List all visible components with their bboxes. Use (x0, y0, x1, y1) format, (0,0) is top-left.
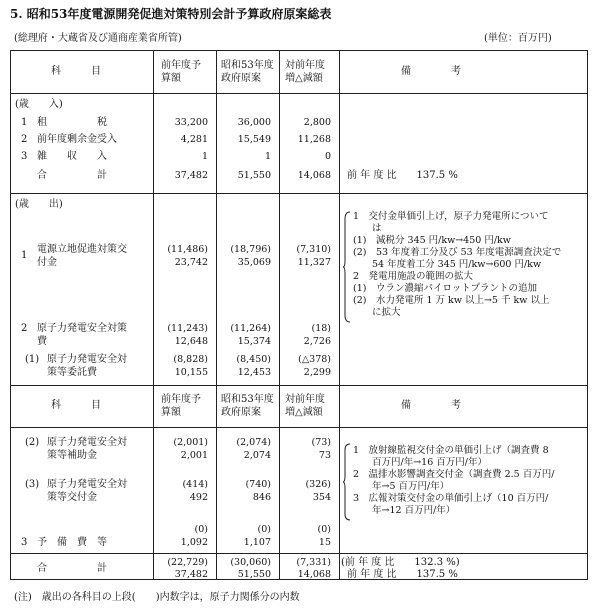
diff-nuclear: (△378) (298, 354, 331, 365)
gov-amount: 15,374 (237, 336, 271, 347)
header-prev: 前年度予 (161, 60, 201, 71)
row-name: 雑 収 入 (37, 151, 107, 162)
diff-nuclear: (7,331) (296, 557, 331, 568)
prev-amount: 33,200 (174, 117, 208, 128)
remark-line: 年→5 百万円/年） (353, 481, 450, 492)
row-name: 前年度剰余金受入 (37, 134, 117, 145)
header-divider (11, 427, 587, 428)
row-name-2: 付金 (37, 257, 57, 268)
remark-line: 年→12 百万円/年） (353, 505, 456, 516)
remarks-brace-icon (343, 443, 351, 521)
prev-amount: 10,155 (174, 367, 208, 378)
remark-line: 1 放射線監視交付金の単価引上げ（調査費 8 (353, 445, 549, 456)
total-label: 合 計 (37, 170, 107, 181)
remark-line: 百万円/年→16 百万円/年） (353, 457, 487, 468)
prev-nuclear: (11,243) (167, 323, 208, 334)
remark-line: 1 交付金単価引上げ，原子力発電所について (353, 211, 549, 222)
header-diff: 対前年度 (285, 394, 325, 405)
col-divider (279, 51, 280, 579)
diff-amount: 2,800 (303, 117, 331, 128)
remarks-brace-icon (343, 211, 351, 323)
total-remark-nuclear: (前 年 度 比 132.3 %) (341, 557, 460, 568)
expenditure-section-label: (歳 出) (15, 199, 63, 210)
page-title: 5. 昭和53年度電源開発促進対策特別会計予算政府原案総表 (10, 7, 332, 21)
header-gov-2: 政府原案 (221, 73, 261, 84)
total-divider (11, 553, 587, 554)
gov-amount: 2,074 (243, 450, 271, 461)
header-item: 科 目 (51, 400, 101, 411)
gov-amount: 35,069 (237, 257, 271, 268)
diff-amount: 354 (312, 492, 331, 503)
prev-amount: 23,742 (174, 257, 208, 268)
row-name-2: 策等交付金 (47, 492, 97, 503)
header-diff-2: 増△減額 (285, 73, 323, 84)
diff-amount: 14,068 (297, 170, 331, 181)
gov-amount: 846 (252, 492, 271, 503)
header-remarks: 備 考 (401, 400, 461, 411)
diff-nuclear: (0) (317, 524, 331, 535)
diff-amount: 14,068 (297, 569, 331, 580)
row-no: 1 (21, 250, 28, 261)
gov-nuclear: (30,060) (230, 557, 271, 568)
total-remark: 前 年 度 比 137.5 % (347, 170, 458, 181)
prev-amount: 1 (201, 151, 208, 162)
remark-line: (1) 減税分 345 円/kw→450 円/kw (353, 235, 511, 246)
row-no: (3) (25, 479, 40, 490)
remark-line: (2) 53 年度着工分及び 53 年度電源調査決定で (353, 247, 562, 258)
diff-amount: 11,327 (297, 257, 331, 268)
row-name: 原子力発電安全対 (47, 479, 127, 490)
header-remarks: 備 考 (401, 66, 461, 77)
budget-table (10, 50, 588, 580)
header-prev-2: 算額 (161, 73, 181, 84)
footnote: (注) 歳出の各科目の上段( )内数字は，原子力関係分の内数 (14, 592, 300, 603)
row-name: 原子力発電安全対 (47, 354, 127, 365)
prev-nuclear: (0) (194, 524, 208, 535)
row-name: 予 備 費 等 (37, 537, 107, 548)
header-gov: 昭和53年度 (221, 60, 274, 71)
row-name: 電源立地促進対策交 (37, 244, 127, 255)
row-name: 原子力発電安全対 (47, 437, 127, 448)
gov-nuclear: (0) (257, 524, 271, 535)
diff-amount: 73 (318, 450, 331, 461)
row-no: 2 (21, 323, 28, 334)
gov-nuclear: (2,074) (236, 437, 271, 448)
header-diff-2: 増△減額 (285, 407, 323, 418)
header-gov-2: 政府原案 (221, 407, 261, 418)
revenue-section-label: (歳 入) (15, 99, 63, 110)
diff-nuclear: (326) (305, 479, 331, 490)
prev-amount: 37,482 (174, 170, 208, 181)
diff-nuclear: (18) (311, 323, 331, 334)
total-label: 合 計 (37, 563, 107, 574)
total-remark: 前 年 度 比 137.5 % (347, 569, 458, 580)
prev-nuclear: (414) (182, 479, 208, 490)
diff-nuclear: (7,310) (296, 244, 331, 255)
row-name-2: 策等委託費 (47, 367, 97, 378)
row-name-2: 費 (37, 336, 47, 347)
diff-amount: 11,268 (297, 134, 331, 145)
gov-amount: 1,107 (243, 537, 271, 548)
row-name-2: 策等補助金 (47, 450, 97, 461)
prev-amount: 37,482 (174, 569, 208, 580)
col-divider (153, 51, 154, 579)
ministry-subtitle: (総理府・大蔵省及び通商産業省所管) (14, 33, 182, 44)
prev-amount: 4,281 (180, 134, 208, 145)
gov-nuclear: (18,796) (230, 244, 271, 255)
row-no: 3 (21, 537, 28, 548)
prev-nuclear: (11,486) (167, 244, 208, 255)
remark-line: 54 年度着工分 345 円/kw→600 円/kw (353, 259, 542, 270)
row-no: 3 (21, 151, 28, 162)
gov-amount: 12,453 (237, 367, 271, 378)
gov-amount: 1 (264, 151, 271, 162)
remark-line: に拡大 (353, 307, 401, 318)
prev-amount: 12,648 (174, 336, 208, 347)
diff-nuclear: (73) (311, 437, 331, 448)
prev-nuclear: (8,828) (173, 354, 208, 365)
remark-line: 3 広報対策交付金の単価引上げ（10 百万円/ (353, 493, 549, 504)
remark-line: は (353, 223, 382, 234)
header-item: 科 目 (51, 66, 101, 77)
row-no: 2 (21, 134, 28, 145)
section-divider (11, 385, 587, 386)
gov-nuclear: (8,450) (236, 354, 271, 365)
header-prev-2: 算額 (161, 407, 181, 418)
row-no: (2) (25, 437, 40, 448)
gov-amount: 51,550 (237, 569, 271, 580)
prev-nuclear: (2,001) (173, 437, 208, 448)
header-prev: 前年度予 (161, 394, 201, 405)
header-gov: 昭和53年度 (221, 394, 274, 405)
remark-line: 2 発電用施設の範囲の拡大 (353, 271, 474, 282)
col-divider (216, 51, 217, 579)
header-divider (11, 93, 587, 94)
row-name: 租 税 (37, 117, 107, 128)
gov-amount: 36,000 (237, 117, 271, 128)
gov-amount: 51,550 (237, 170, 271, 181)
gov-nuclear: (740) (245, 479, 271, 490)
prev-nuclear: (22,729) (167, 557, 208, 568)
prev-amount: 1,092 (180, 537, 208, 548)
row-no: 1 (21, 117, 28, 128)
remark-line: 2 温排水影響調査交付金（調査費 2.5 百万円/ (353, 469, 555, 480)
col-divider (339, 51, 340, 579)
diff-amount: 0 (324, 151, 331, 162)
gov-nuclear: (11,264) (230, 323, 271, 334)
remark-line: (2) 水力発電所 1 万 kw 以上→5 千 kw 以上 (353, 295, 550, 306)
diff-amount: 2,299 (303, 367, 331, 378)
prev-amount: 492 (189, 492, 208, 503)
row-no: (1) (25, 354, 40, 365)
remark-line: (1) ウラン濃縮パイロットプラントの追加 (353, 283, 537, 294)
prev-amount: 2,001 (180, 450, 208, 461)
unit-label: (単位：百万円) (484, 33, 552, 44)
row-name: 原子力発電安全対策 (37, 323, 127, 334)
section-divider (11, 193, 587, 194)
header-diff: 対前年度 (285, 60, 325, 71)
gov-amount: 15,549 (237, 134, 271, 145)
diff-amount: 15 (318, 537, 331, 548)
diff-amount: 2,726 (303, 336, 331, 347)
